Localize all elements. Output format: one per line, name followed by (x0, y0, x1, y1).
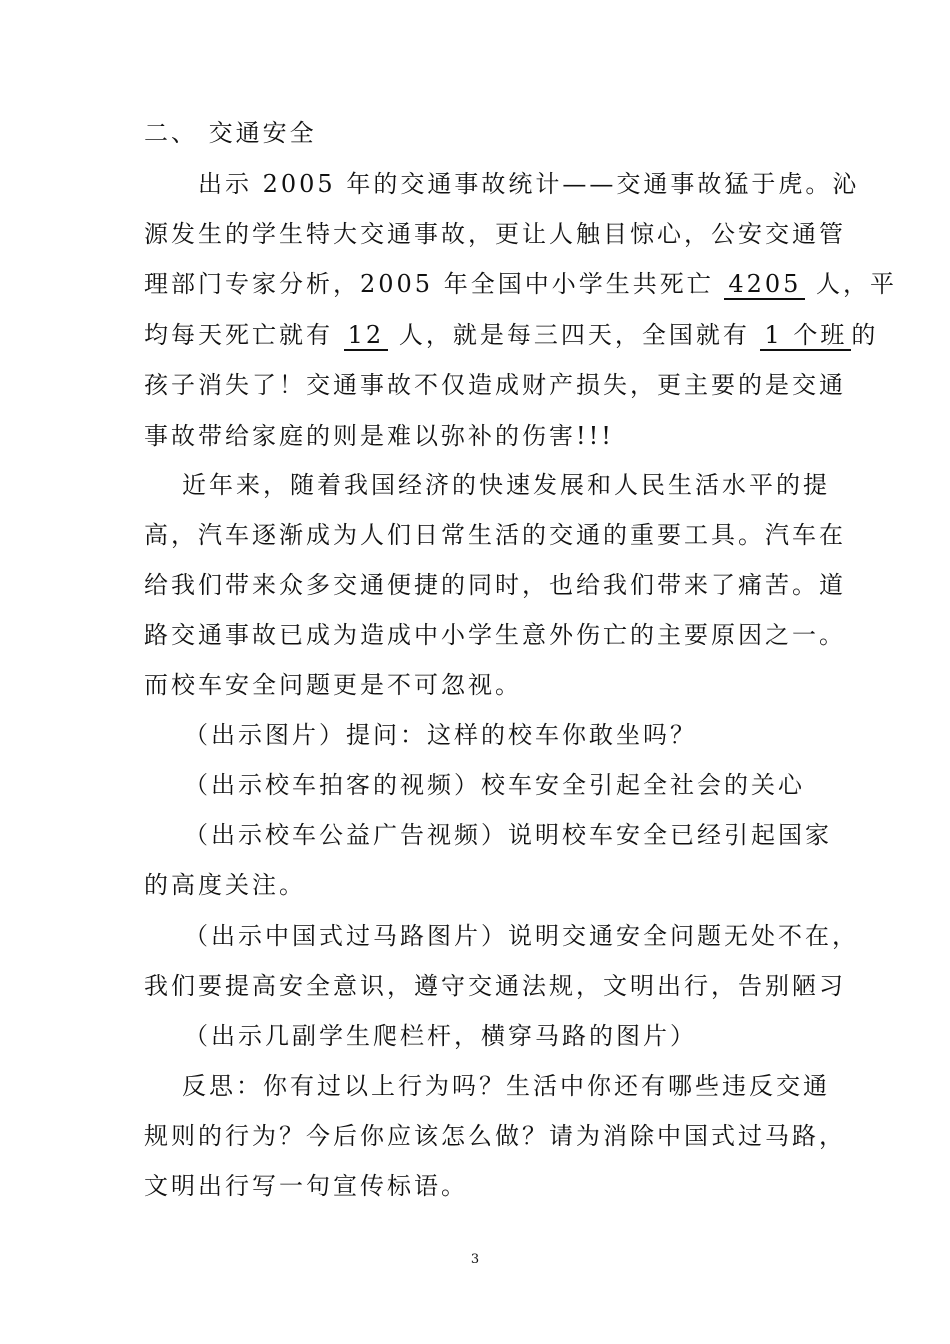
item-show-students: （出示几副学生爬栏杆，横穿马路的图片） (184, 1022, 697, 1050)
paragraph-1-line-5: 孩子消失了！交通事故不仅造成财产损失，更主要的是交通 (144, 371, 846, 399)
reflection-line-3: 文明出行写一句宣传标语。 (144, 1172, 468, 1200)
text-segment: 理部门专家分析，2005 年全国中小学生共死亡 (144, 270, 725, 298)
paragraph-2-line-3: 给我们带来众多交通便捷的同时，也给我们带来了痛苦。道 (144, 571, 846, 599)
paragraph-1-line-3 (144, 268, 898, 300)
text-segment: 均每天死亡就有 (144, 321, 344, 349)
text-segment: 人，就是每三四天，全国就有 (388, 321, 761, 349)
item-show-ad-line-2: 的高度关注。 (144, 871, 306, 899)
page-number: 3 (470, 1252, 480, 1267)
item-show-crossing-line-1: （出示中国式过马路图片）说明交通安全问题无处不在， (184, 922, 859, 950)
text-segment: 的 (851, 321, 879, 349)
text-segment: 人，平 (805, 270, 898, 298)
paragraph-1-line-1: 出示 2005 年的交通事故统计——交通事故猛于虎。沁 (198, 170, 860, 198)
section-heading: 二、 交通安全 (144, 119, 317, 147)
paragraph-2-line-1: 近年来，随着我国经济的快速发展和人民生活水平的提 (182, 471, 830, 499)
paragraph-1-line-2: 源发生的学生特大交通事故，更让人触目惊心，公安交通管 (144, 220, 846, 248)
item-show-crossing-line-2: 我们要提高安全意识，遵守交通法规，文明出行，告别陋习 (144, 972, 846, 1000)
item-show-picture: （出示图片）提问：这样的校车你敢坐吗？ (184, 721, 697, 749)
reflection-line-1: 反思：你有过以上行为吗？生活中你还有哪些违反交通 (182, 1072, 830, 1100)
paragraph-1-line-6: 事故带给家庭的则是难以弥补的伤害!!! (144, 422, 614, 450)
paragraph-2-line-5: 而校车安全问题更是不可忽视。 (144, 671, 522, 699)
underlined-death-count: 4205 (724, 270, 805, 300)
underlined-daily-deaths: 12 (344, 321, 389, 351)
paragraph-1-line-4 (144, 319, 879, 351)
item-show-ad-line-1: （出示校车公益广告视频）说明校车安全已经引起国家 (184, 821, 832, 849)
paragraph-2-line-2: 高，汽车逐渐成为人们日常生活的交通的重要工具。汽车在 (144, 521, 846, 549)
item-show-video: （出示校车拍客的视频）校车安全引起全社会的关心 (184, 771, 805, 799)
paragraph-2-line-4: 路交通事故已成为造成中小学生意外伤亡的主要原因之一。 (144, 621, 846, 649)
reflection-line-2: 规则的行为？今后你应该怎么做？请为消除中国式过马路， (144, 1122, 846, 1150)
underlined-class-count: 1 个班 (760, 321, 851, 351)
